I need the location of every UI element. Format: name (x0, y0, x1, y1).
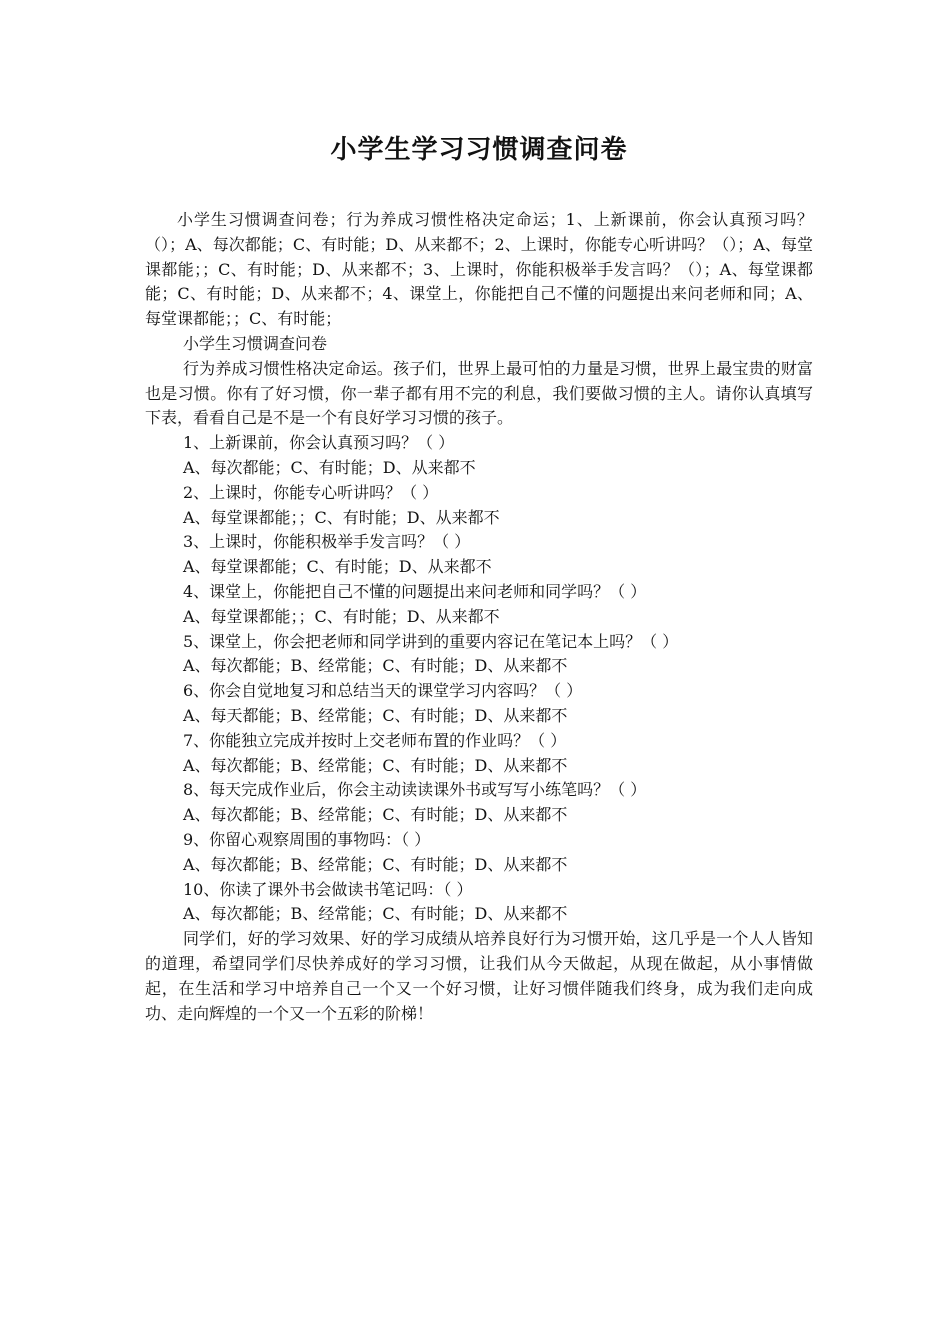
question-1-options: A、每次都能；C、有时能；D、从来都不 (183, 457, 476, 477)
question-2: 2、上课时，你能专心听讲吗？（ ） (183, 482, 439, 502)
document-title: 小学生学习习惯调查问卷 (330, 135, 628, 165)
question-10: 10、你读了课外书会做读书笔记吗：（ ） (183, 879, 473, 899)
summary-paragraph: 小学生习惯调查问卷；行为养成习惯性格决定命运；1、上新课前，你会认真预习吗？（）；A、每次都能；C、有时能；D、从来都不；2、上课时，你能专心听讲吗？（）；A、每堂课都能；；C、有时能；D、从来都不；3、上课时，你能积极举手发言吗？（）；A、每堂课都能；C、有时能；D、从来都不；4、课堂上，你能把自己不懂的问题提出来问老师和同；A、每堂课都能；；C、有时能； (145, 210, 813, 329)
question-3: 3、上课时，你能积极举手发言吗？（ ） (183, 532, 471, 552)
question-9-options: A、每次都能；B、经常能；C、有时能；D、从来都不 (183, 854, 568, 874)
question-9: 9、你留心观察周围的事物吗：（ ） (183, 829, 431, 849)
question-10-options: A、每次都能；B、经常能；C、有时能；D、从来都不 (183, 904, 568, 924)
question-8-options: A、每次都能；B、经常能；C、有时能；D、从来都不 (183, 805, 568, 825)
question-5-options: A、每次都能；B、经常能；C、有时能；D、从来都不 (183, 656, 568, 676)
closing-paragraph: 同学们，好的学习效果、好的学习成绩从培养良好行为习惯开始，这几乎是一个人人皆知的道理，希望同学们尽快养成好的学习习惯，让我们从今天做起，从现在做起，从小事情做起，在生活和学习中培养自己一个又一个好习惯，让好习惯伴随我们终身，成为我们走向成功、走向辉煌的一个又一个五彩的阶梯！ (145, 929, 813, 1023)
intro-paragraph: 行为养成习惯性格决定命运。孩子们，世界上最可怕的力量是习惯，世界上最宝贵的财富也是习惯。你有了好习惯，你一辈子都有用不完的利息，我们要做习惯的主人。请你认真填写下表，看看自己是不是一个有良好学习习惯的孩子。 (145, 358, 813, 428)
question-list (145, 431, 813, 927)
question-7: 7、你能独立完成并按时上交老师布置的作业吗？（ ） (183, 730, 567, 750)
question-7-options: A、每次都能；B、经常能；C、有时能；D、从来都不 (183, 755, 568, 775)
question-5: 5、课堂上，你会把老师和同学讲到的重要内容记在笔记本上吗？（ ） (183, 631, 679, 651)
question-3-options: A、每堂课都能；C、有时能；D、从来都不 (183, 557, 492, 577)
question-4-options: A、每堂课都能；；C、有时能；D、从来都不 (183, 606, 500, 626)
question-8: 8、每天完成作业后，你会主动读读课外书或写写小练笔吗？（ ） (183, 780, 647, 800)
question-2-options: A、每堂课都能；；C、有时能；D、从来都不 (183, 507, 500, 527)
question-6-options: A、每天都能；B、经常能；C、有时能；D、从来都不 (183, 705, 568, 725)
question-4: 4、课堂上，你能把自己不懂的问题提出来问老师和同学吗？（ ） (183, 581, 647, 601)
question-6: 6、你会自觉地复习和总结当天的课堂学习内容吗？（ ） (183, 681, 583, 701)
subtitle: 小学生习惯调查问卷 (183, 333, 328, 353)
question-1: 1、上新课前，你会认真预习吗？（ ） (183, 433, 455, 453)
document-page (145, 128, 813, 1026)
